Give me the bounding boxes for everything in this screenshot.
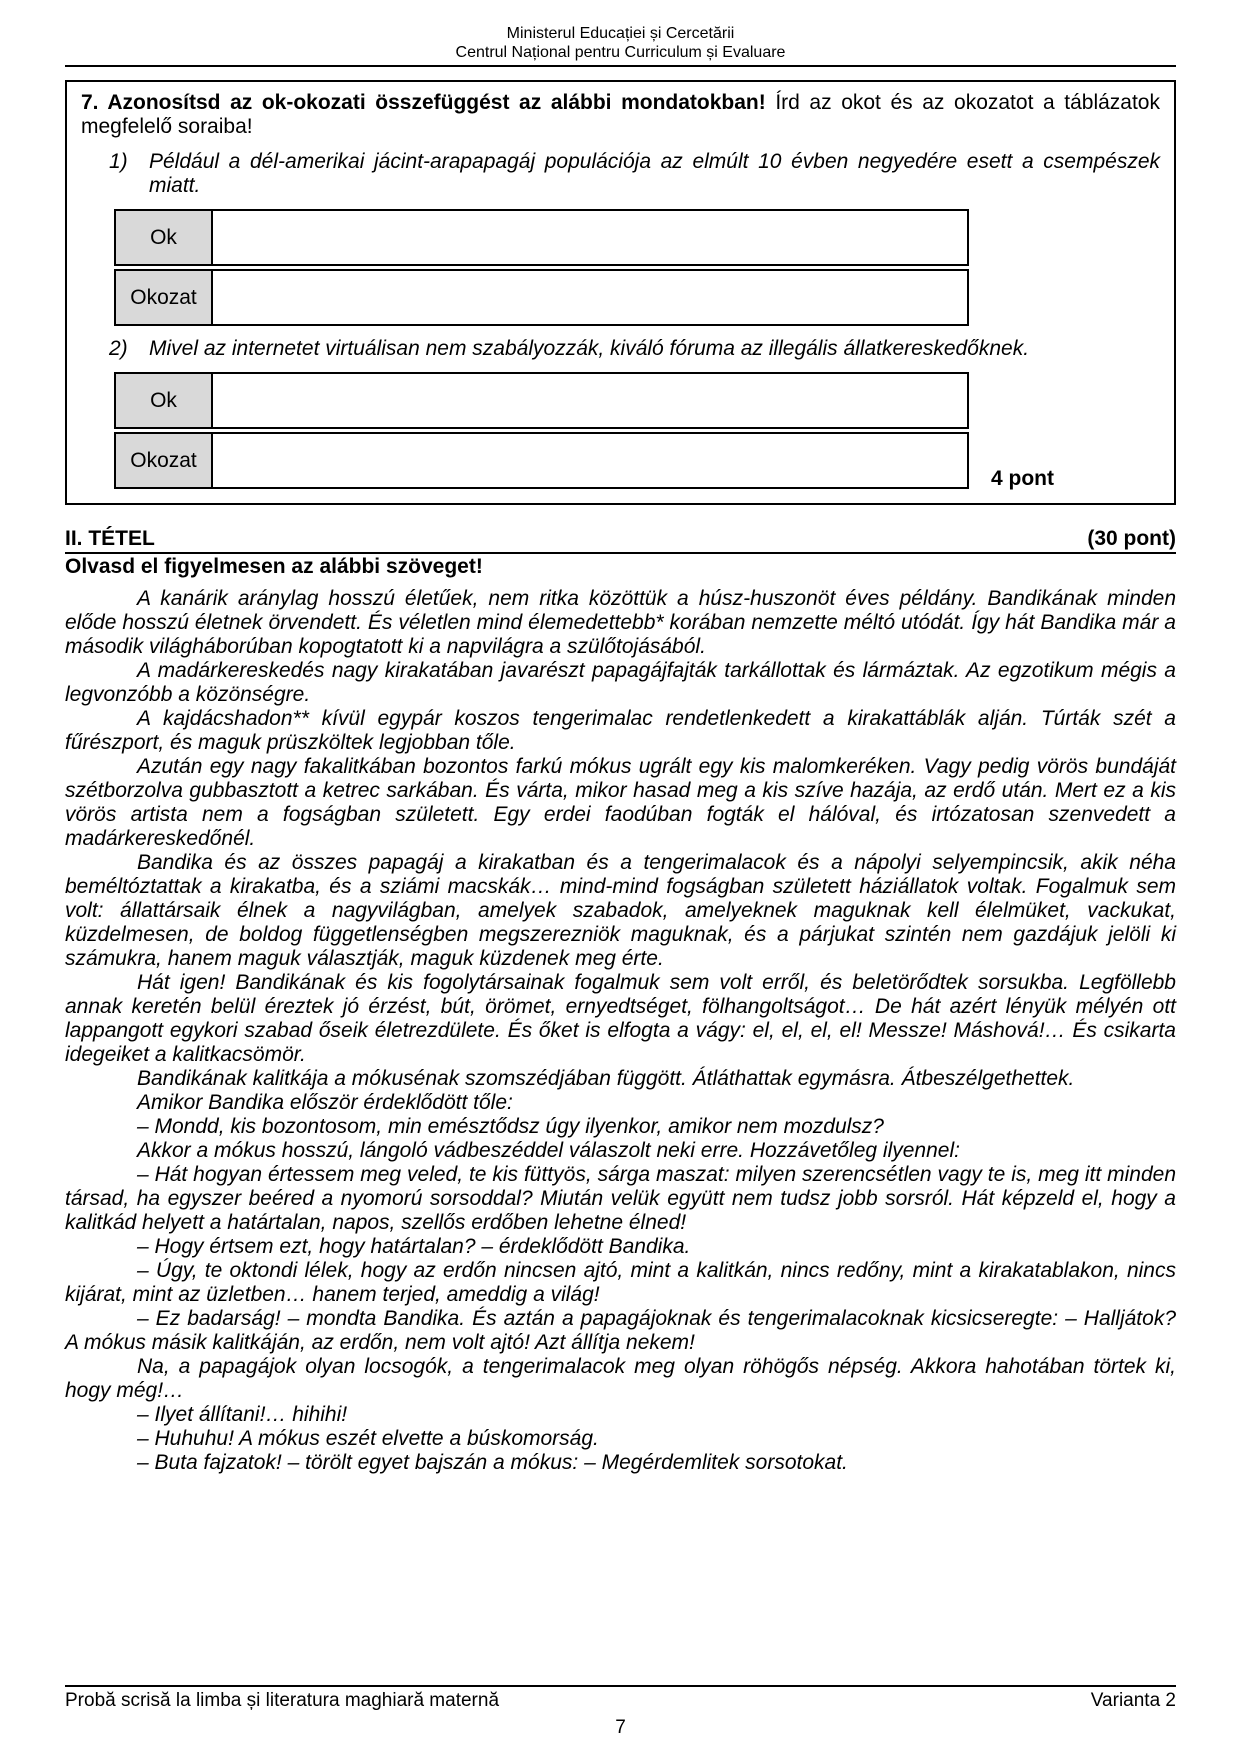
answer-table-1	[114, 209, 969, 326]
row-label-okozat: Okozat	[114, 269, 213, 326]
footer-variant: Varianta 2	[1090, 1690, 1176, 1711]
section-2-header	[65, 527, 1176, 554]
passage-paragraph: A kajdácshadon** kívül egypár koszos tengerimalac rendetlenkedett a kirakattáblák alján. Túrták szét a fűrészport, és maguk prüszköltek legjobban tőle.	[65, 707, 1176, 754]
item-1-number: 1)	[109, 150, 128, 173]
question-7-prompt-rest: Írd az okot és az okozatot a táblázatok megfelelő soraiba!	[81, 91, 1160, 138]
passage-paragraph: – Buta fajzatok! – törölt egyet bajszán a mókus: – Megérdemlitek sorsotokat.	[137, 1451, 848, 1474]
passage-paragraph: Akkor a mókus hosszú, lángoló vádbeszéddel válaszolt neki erre. Hozzávetőleg ilyennel:	[137, 1139, 960, 1162]
answer-cell-ok-2[interactable]	[211, 372, 969, 429]
item-2-text: Mivel az internetet virtuálisan nem szabályozzák, kiváló fóruma az illegális állatkereskedőknek.	[149, 337, 1030, 360]
question-7-item-2	[109, 337, 1160, 361]
header-center: Centrul Național pentru Curriculum și Evaluare	[455, 44, 786, 61]
question-7-points: 4 pont	[991, 467, 1054, 490]
table-row	[114, 209, 969, 266]
document-footer	[65, 1685, 1176, 1739]
passage-paragraph: A madárkereskedés nagy kirakatában javarészt papagájfajták tarkállottak és lármáztak. Az egzotikum mégis a legvonzóbb a közönségre.	[65, 659, 1176, 706]
question-7-prompt-bold: 7. Azonosítsd az ok-okozati összefüggést az alábbi mondatokban!	[81, 91, 766, 114]
section-2-title: II. TÉTEL	[65, 527, 155, 550]
passage-paragraph: Na, a papagájok olyan locsogók, a tengerimalacok meg olyan röhögős népség. Akkora hahotában törtek ki, hogy még!…	[65, 1355, 1176, 1402]
answer-cell-okozat-2[interactable]	[211, 432, 969, 489]
row-label-ok: Ok	[114, 372, 213, 429]
passage-paragraph: Amikor Bandika először érdeklődött tőle:	[137, 1091, 513, 1114]
section-2-points: (30 pont)	[1087, 527, 1176, 550]
question-7-item-1	[109, 150, 1160, 198]
table-row	[114, 269, 969, 326]
passage-paragraph: – Hát hogyan értessem meg veled, te kis füttyös, sárga maszat: milyen szerencsétlen vagy te is, meg itt minden társad, ha egyszer beéred a nyomorú sorsoddal? Miután velük együtt nem tudsz jobb sorsról. Hát képzeld el, hogy a kalitkád helyett a határtalan, napos, szellős erdőben lehetne élned!	[65, 1163, 1176, 1234]
header-ministry: Ministerul Educației și Cercetării	[506, 25, 735, 42]
passage-paragraph: A kanárik aránylag hosszú életűek, nem ritka közöttük a húsz-huszonöt éves példány. Bandikának minden előde hosszú életnek örvendett. És véletlen mind élemedettebb* korában nemzette méltó utódát. Így hát Bandika már a második világháborúban kopogtatott ki a napvilágra a szülőtojásából.	[65, 587, 1176, 658]
passage-paragraph: Azután egy nagy fakalitkában bozontos farkú mókus ugrált egy kis malomkeréken. Vagy pedig vörös bundáját szétborzolva gubbasztott a ketrec sarkában. És várta, mikor hasad meg a kis szíve hazája, az erdő után. Mert ez a kis vörös artista nem a fogságban született. Egy erdei faodúban fogták el hálóval, és irtózatosan szenvedett a madárkereskedőnél.	[65, 755, 1176, 850]
passage-paragraph: – Huhuhu! A mókus eszét elvette a búskomorság.	[137, 1427, 599, 1450]
passage-paragraph: – Hogy értsem ezt, hogy határtalan? – érdeklődött Bandika.	[137, 1235, 691, 1258]
passage-paragraph: – Mondd, kis bozontosom, min emésztődsz úgy ilyenkor, amikor nem mozdulsz?	[137, 1115, 884, 1138]
reading-passage	[65, 587, 1176, 1475]
passage-paragraph: – Ez badarság! – mondta Bandika. És aztán a papagájoknak és tengerimalacoknak kicsicseregte: – Halljátok? A mókus másik kalitkáján, az erdőn, nem volt ajtó! Azt állítja nekem!	[65, 1307, 1176, 1354]
row-label-ok: Ok	[114, 209, 213, 266]
answer-table-2	[114, 372, 969, 489]
page-number: 7	[615, 1717, 626, 1738]
passage-paragraph: – Ilyet állítani!… hihihi!	[137, 1403, 348, 1426]
section-2-instruction: Olvasd el figyelmesen az alábbi szöveget!	[65, 555, 483, 578]
item-2-number: 2)	[109, 337, 128, 360]
answer-cell-okozat-1[interactable]	[211, 269, 969, 326]
footer-row	[65, 1685, 1176, 1712]
table-row	[114, 372, 969, 429]
answer-cell-ok-1[interactable]	[211, 209, 969, 266]
table-row	[114, 432, 969, 489]
footer-exam-name: Probă scrisă la limba și literatura maghiară maternă	[65, 1690, 500, 1711]
item-1-text: Például a dél-amerikai jácint-arapapagáj populációja az elmúlt 10 évben negyedére esett a csempészek miatt.	[149, 150, 1160, 197]
passage-paragraph: – Úgy, te oktondi lélek, hogy az erdőn nincsen ajtó, mint a kalitkán, nincs redőny, mint a kirakatablakon, nincs kijárat, mint az üzletben… hanem terjed, ameddig a világ!	[65, 1259, 1176, 1306]
question-7-box	[65, 80, 1176, 505]
passage-paragraph: Bandikának kalitkája a mókusénak szomszédjában függött. Átláthattak egymásra. Átbeszélgethettek.	[137, 1067, 1075, 1090]
question-7-prompt	[81, 91, 1160, 139]
passage-paragraph: Bandika és az összes papagáj a kirakatban és a tengerimalacok és a nápolyi selyempincsik, akik néha beméltóztattak a kirakatba, és a sziámi macskák… mind-mind fogságban született háziállatok voltak. Fogalmuk sem volt: állattársaik élnek a nagyvilágban, amelyek szabadok, amelyeknek maguknak kell élelmüket, vackukat, küzdelmesen, de boldog függetlenségben megszerezniök maguknak, és a párjukat szintén nem gazdájuk jelöli ki számukra, hanem maguk választják, maguk küzdenek meg érte.	[65, 851, 1176, 970]
passage-paragraph: Hát igen! Bandikának és kis fogolytársainak fogalmuk sem volt erről, és beletörődtek sorsukba. Legföllebb annak keretén belül éreztek jó érzést, bút, örömet, ernyedtséget, fölhangoltságot… De hát azért lényük mélyén ott lappangott egykori szabad őseik életrezdülete. És őket is elfogta a vágy: el, el, el, el! Messze! Máshová!… És csikarta idegeiket a kalitkacsömör.	[65, 971, 1176, 1066]
document-header	[65, 0, 1176, 67]
row-label-okozat: Okozat	[114, 432, 213, 489]
